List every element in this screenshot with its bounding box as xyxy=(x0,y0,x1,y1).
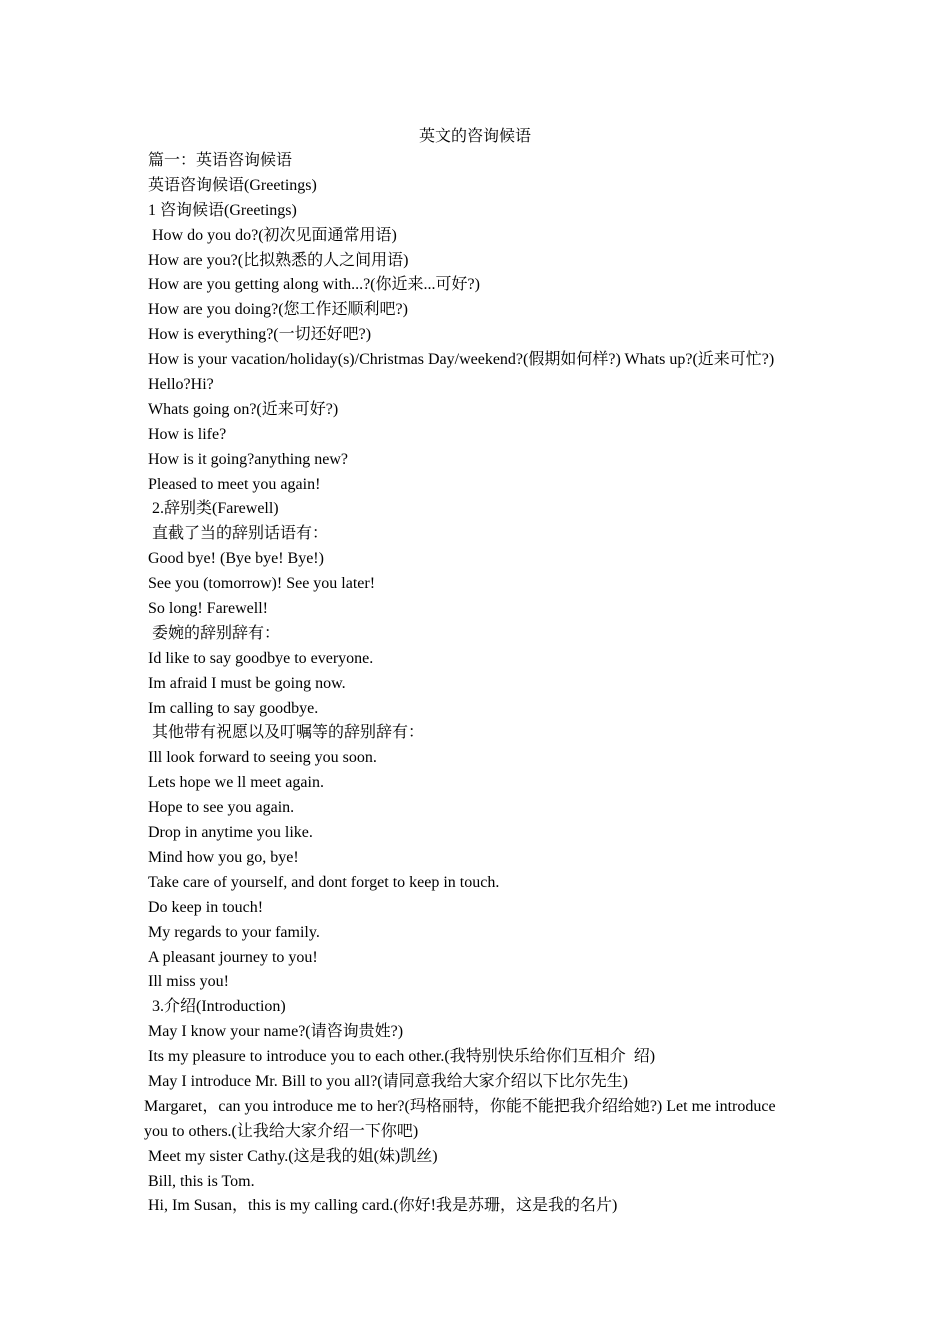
text-line: How do you do?(初次见面通常用语) xyxy=(152,226,397,244)
text-line: May I know your name?(请咨询贵姓?) xyxy=(148,1023,404,1041)
text-line: Its my pleasure to introduce you to each other.(我特别快乐给你们互相介 绍) xyxy=(148,1048,656,1066)
text-line: Hello?Hi? xyxy=(148,376,214,394)
text-line: Take care of yourself, and dont forget to keep in touch. xyxy=(148,873,500,891)
text-line: Drop in anytime you like. xyxy=(148,824,313,842)
document-body xyxy=(144,149,828,1219)
text-line: Mind how you go, bye! xyxy=(148,848,299,866)
text-line: My regards to your family. xyxy=(148,923,320,941)
text-line: Ill miss you! xyxy=(148,973,229,991)
text-line: you to others.(让我给大家介绍一下你吧) xyxy=(144,1122,419,1140)
section-heading: 2.辞别类(Farewell) xyxy=(152,500,279,518)
text-line: How are you doing?(您工作还顺利吧?) xyxy=(148,301,408,319)
text-line: How are you?(比拟熟悉的人之间用语) xyxy=(148,251,409,269)
text-line: 英语咨询候语(Greetings) xyxy=(148,176,317,194)
text-line: 1 咨询候语(Greetings) xyxy=(148,201,297,219)
text-line: See you (tomorrow)! See you later! xyxy=(148,575,376,593)
text-line: May I introduce Mr. Bill to you all?(请同意我给大家介绍以下比尔先生) xyxy=(148,1072,628,1090)
text-line: 直截了当的辞别话语有： xyxy=(152,525,329,543)
text-line: Whats going on?(近来可好?) xyxy=(148,400,339,418)
text-line: 篇一：英语咨询候语 xyxy=(148,152,293,169)
text-line: 其他带有祝愿以及叮嘱等的辞别辞有： xyxy=(152,724,425,742)
text-line: A pleasant journey to you! xyxy=(148,948,318,966)
text-line: Bill, this is Tom. xyxy=(148,1172,255,1190)
text-line: Margaret，can you introduce me to her?(玛格丽特，你能不能把我介绍给她?) Let me introduce xyxy=(144,1097,776,1115)
text-line: Hope to see you again. xyxy=(148,799,295,817)
text-line: How are you getting along with...?(你近来...可好?) xyxy=(148,276,480,294)
text-line: How is everything?(一切还好吧?) xyxy=(148,326,372,344)
text-line: Do keep in touch! xyxy=(148,898,264,916)
text-line: Pleased to meet you again! xyxy=(148,475,321,493)
text-line: So long! Farewell! xyxy=(148,600,268,618)
text-line: Im calling to say goodbye. xyxy=(148,699,319,717)
text-line: Meet my sister Cathy.(这是我的姐(妹)凯丝) xyxy=(148,1147,438,1165)
text-line: How is your vacation/holiday(s)/Christmas Day/weekend?(假期如何样?) Whats up?(近来可忙?) xyxy=(148,351,775,369)
text-line: Hi, Im Susan，this is my calling card.(你好!我是苏珊，这是我的名片) xyxy=(148,1197,618,1215)
text-line: Lets hope we ll meet again. xyxy=(148,774,324,792)
section-heading: 3.介绍(Introduction) xyxy=(152,998,286,1016)
text-line: How is life? xyxy=(148,425,227,443)
text-line: Id like to say goodbye to everyone. xyxy=(148,649,374,667)
text-line: Ill look forward to seeing you soon. xyxy=(148,749,377,767)
document-title: 英文的咨询候语 xyxy=(418,128,531,145)
text-line: 委婉的辞别辞有： xyxy=(152,624,281,642)
text-line: How is it going?anything new? xyxy=(148,450,348,468)
text-line: Good bye! (Bye bye! Bye!) xyxy=(148,550,324,568)
text-line: Im afraid I must be going now. xyxy=(148,674,346,692)
